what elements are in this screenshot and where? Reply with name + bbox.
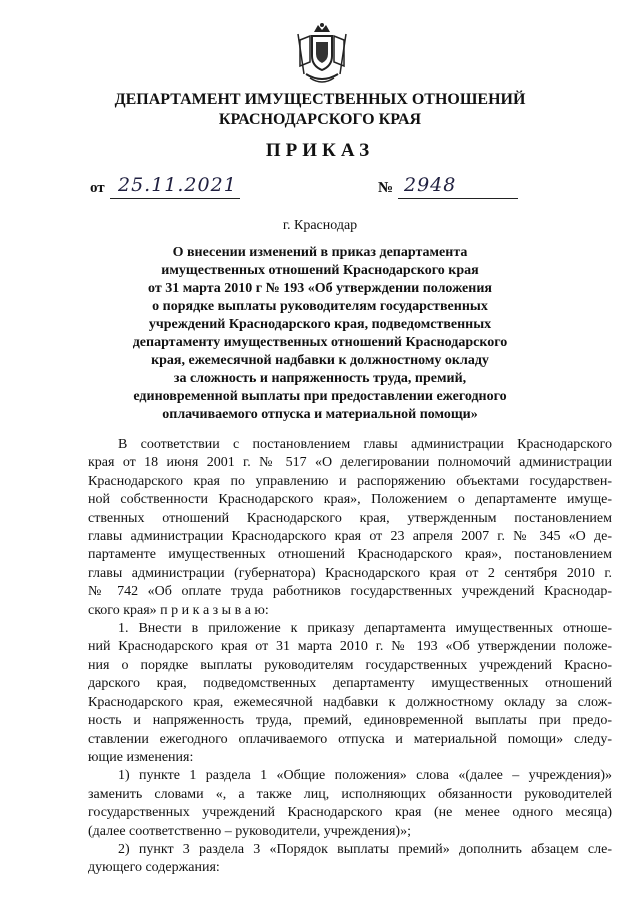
- subject-line: оплачиваемого отпуска и материальной помощи»: [162, 407, 478, 422]
- coat-of-arms-icon: [292, 22, 352, 88]
- body-line: заменить словами «, а также лиц, исполняющих обязанности руководителей: [88, 786, 612, 802]
- body-line: № 742 «Об оплате труда работников государственных учреждений Краснодар-: [88, 584, 612, 600]
- subject-line: о порядке выплаты руководителям государственных: [152, 299, 488, 314]
- body-line: дарского края, подведомственных департаменту имущественных отношений: [88, 676, 612, 692]
- body-line: партаменте имущественных отношений Краснодарского края», постановлением: [88, 547, 612, 563]
- body-line: края от 18 июня 2001 г. № 517 «О делегировании полномочий администрации: [88, 455, 612, 471]
- body-line: ставлении ежегодного оплачиваемого отпуска и материальной помощи» следу-: [88, 731, 612, 747]
- body-line: государственных учреждений Краснодарского края (не менее одного месяца): [88, 805, 612, 821]
- number-underline: [398, 198, 518, 199]
- date-underline: [110, 198, 240, 199]
- body-line: главы администрации Краснодарского края от 23 апреля 2007 г. № 345 «О де-: [88, 529, 612, 545]
- body-line: Краснодарского края, ежемесячной надбавки к должностному окладу за слож-: [88, 694, 612, 710]
- body-line: (далее соответственно – руководители, учреждения)»;: [88, 823, 411, 839]
- department-line-2: КРАСНОДАРСКОГО КРАЯ: [218, 111, 422, 128]
- body-line: ний Краснодарского края от 31 марта 2010 г. № 193 «Об утверждении положе-: [88, 639, 612, 655]
- body-line: ского края» п р и к а з ы в а ю:: [88, 602, 269, 618]
- body-line: 1. Внести в приложение к приказу департамента имущественных отноше-: [118, 621, 612, 637]
- body-line: ность и напряженность труда, премий, единовременной выплаты при предо-: [88, 713, 612, 729]
- body-line: дующего содержания:: [88, 860, 220, 876]
- subject-line: О внесении изменений в приказ департамента: [172, 245, 468, 260]
- date-number-row: [0, 176, 640, 202]
- subject-heading: [120, 244, 520, 424]
- date-prefix: от: [90, 180, 105, 196]
- city: г. Краснодар: [282, 218, 358, 233]
- department-line-1: ДЕПАРТАМЕНТ ИМУЩЕСТВЕННЫХ ОТНОШЕНИЙ: [114, 91, 526, 108]
- subject-line: края, ежемесячной надбавки к должностному окладу: [151, 353, 489, 368]
- body-line: В соответствии с постановлением главы администрации Краснодарского: [118, 437, 612, 452]
- body-line: ственных отношений Краснодарского края, утвержденным постановлением: [88, 510, 612, 526]
- number-value: 2948: [404, 174, 457, 196]
- body-line: ющие изменения:: [88, 749, 194, 765]
- subject-line: имущественных отношений Краснодарского края: [161, 263, 479, 278]
- document-type-title: ПРИКАЗ: [265, 140, 375, 161]
- body-line: ной собственности Краснодарского края», Положением о департаменте имуще-: [88, 492, 612, 508]
- date-value: 25.11.2021: [118, 174, 237, 196]
- number-prefix: №: [378, 180, 394, 196]
- document-body: [88, 436, 612, 878]
- body-line: главы администрации (губернатора) Краснодарского края от 2 сентября 2010 г.: [88, 565, 612, 581]
- subject-line: за сложность и напряженность труда, премий,: [173, 371, 467, 386]
- body-line: 2) пункт 3 раздела 3 «Порядок выплаты премий» дополнить абзацем сле-: [118, 841, 612, 857]
- body-line: 1) пункте 1 раздела 1 «Общие положения» слова «(далее – учреждения)»: [118, 768, 612, 784]
- subject-line: от 31 марта 2010 г № 193 «Об утверждении положения: [148, 281, 492, 296]
- subject-line: учреждений Краснодарского края, подведомственных: [148, 317, 492, 332]
- department-name: [0, 90, 640, 130]
- subject-line: единовременной выплаты при предоставлении ежегодного: [133, 389, 507, 404]
- body-line: Краснодарского края по управлению и распоряжению объектами государствен-: [88, 473, 612, 489]
- body-line: ния о порядке выплаты руководителям государственных учреждений Красно-: [88, 657, 612, 673]
- subject-line: департаменту имущественных отношений Краснодарского: [132, 335, 508, 350]
